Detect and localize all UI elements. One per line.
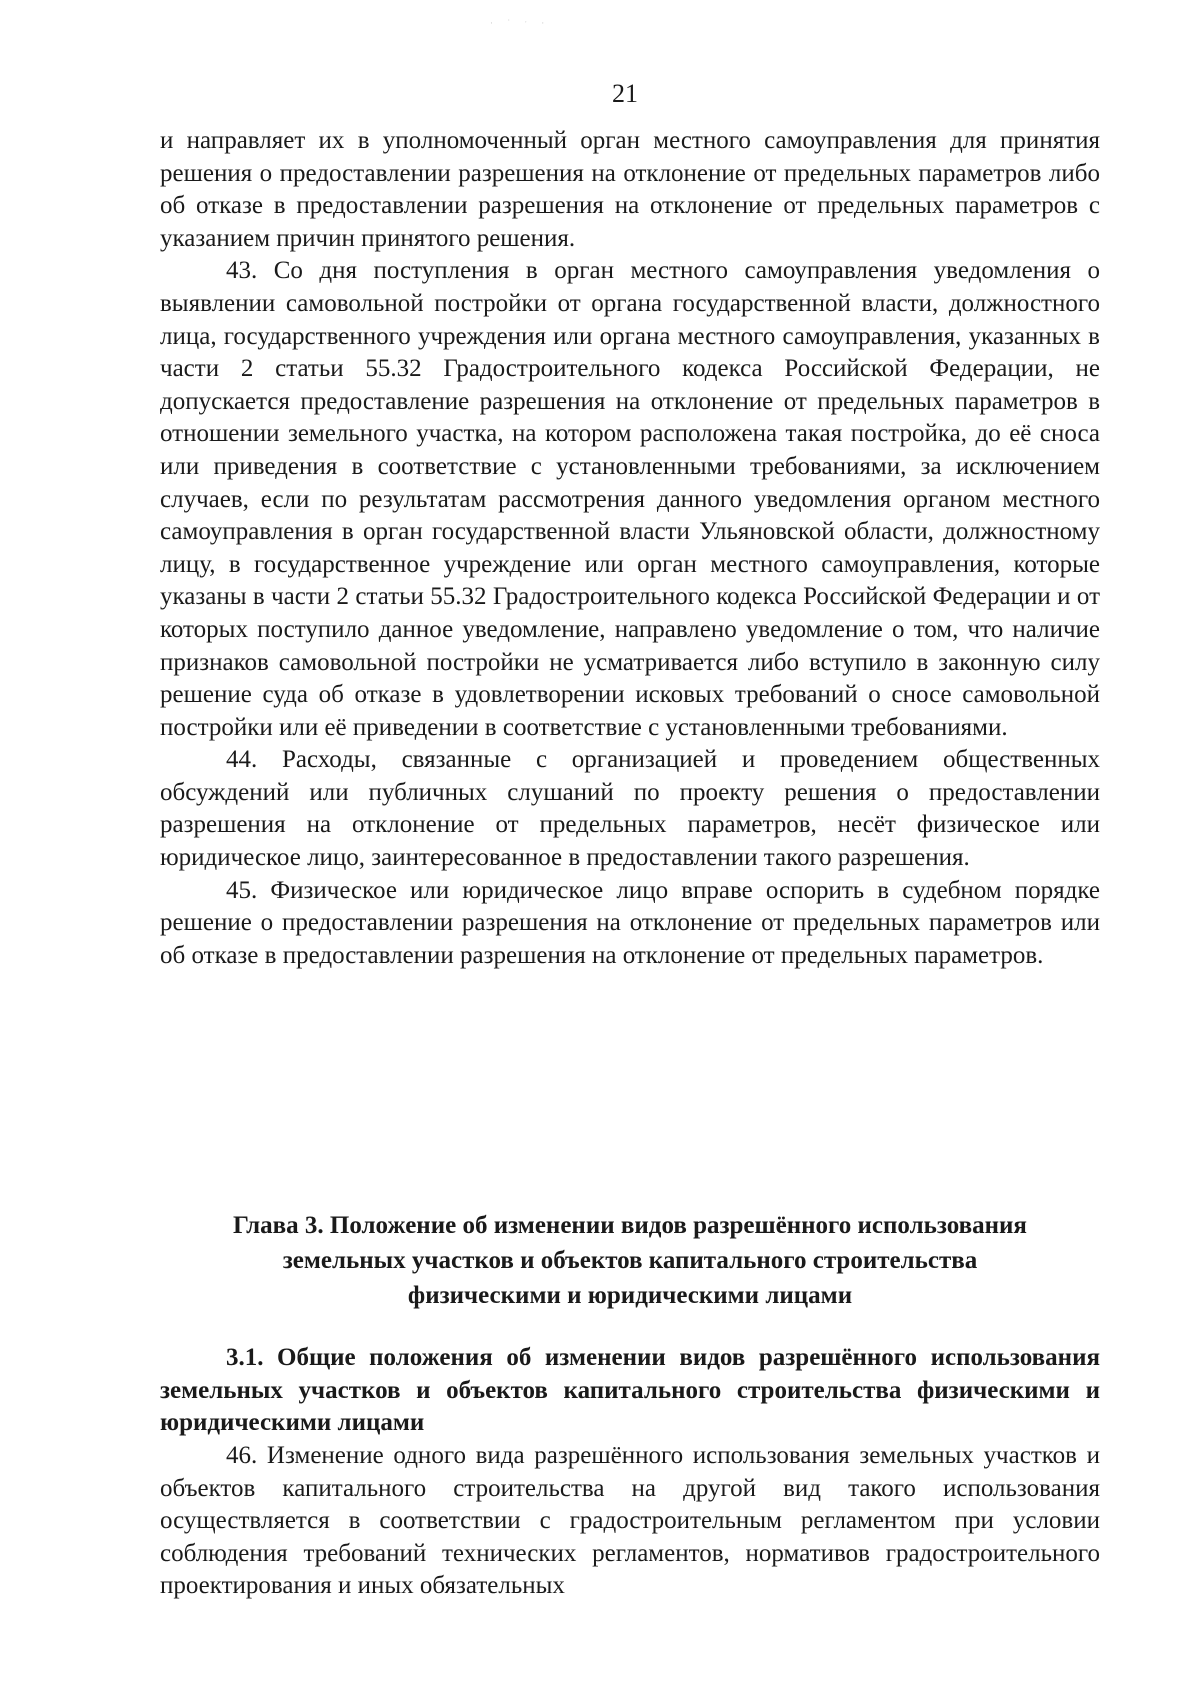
- body-text-bottom: [160, 1440, 1100, 1603]
- chapter-heading: [160, 1208, 1100, 1313]
- paragraph-43: 43. Со дня поступления в орган местного самоуправления уведомления о выявлении самовольной постройки от органа государственной власти, должностного лица, государственного учреждения или органа местного самоуправления, указанных в части 2 статьи 55.32 Градостроительного кодекса Российской Федерации, не допускается предоставление разрешения на отклонение от предельных параметров в отношении земельного участка, на котором расположена такая постройка, до её сноса или приведения в соответствие с установленными требованиями, за исключением случаев, если по результатам рассмотрения данного уведомления органом местного самоуправления в орган государственной власти Ульяновской области, должностному лицу, в государственное учреждение или орган местного самоуправления, которые указаны в части 2 статьи 55.32 Градостроительного кодекса Российской Федерации и от которых поступило данное уведомление, направлено уведомление о том, что наличие признаков самовольной постройки не усматривается либо вступило в законную силу решение суда об отказе в удовлетворении исковых требований о сносе самовольной постройки или её приведении в соответствие с установленными требованиями.: [160, 257, 1100, 741]
- page-number: 21: [612, 79, 638, 108]
- paragraph-continuation: и направляет их в уполномоченный орган местного самоуправления для принятия решения о предоставлении разрешения на отклонение от предельных параметров либо об отказе в предоставлении разрешения на отклонение от предельных параметров с указанием причин принятого решения.: [160, 127, 1100, 252]
- body-text-top: [160, 125, 1100, 972]
- chapter-heading-line-2: земельных участков и объектов капитального строительства: [282, 1247, 978, 1274]
- paragraph-46: 46. Изменение одного вида разрешённого использования земельных участков и объектов капитального строительства на другой вид такого использования осуществляется в соответствии с градостроительным регламентом при условии соблюдения требований технических регламентов, нормативов градостроительного проектирования и иных обязательных: [160, 1442, 1100, 1600]
- chapter-heading-line-1: Глава 3. Положение об изменении видов разрешённого использования: [233, 1212, 1027, 1239]
- paragraph-44: 44. Расходы, связанные с организацией и проведением общественных обсуждений или публичных слушаний по проекту решения о предоставлении разрешения на отклонение от предельных параметров, несёт физическое или юридическое лицо, заинтересованное в предоставлении такого разрешения.: [160, 746, 1100, 872]
- scan-artifact: · ˙ ˑ ·: [490, 18, 551, 28]
- paragraph-45: 45. Физическое или юридическое лицо вправе оспорить в судебном порядке решение о предоставлении разрешения на отклонение от предельных параметров или об отказе в предоставлении разрешения на отклонение от предельных параметров.: [160, 876, 1100, 969]
- chapter-heading-line-3: физическими и юридическими лицами: [407, 1282, 853, 1309]
- section-heading: 3.1. Общие положения об изменении видов разрешённого использования земельных участков и объектов капитального строительства физическими и юридическими лицами: [160, 1344, 1100, 1437]
